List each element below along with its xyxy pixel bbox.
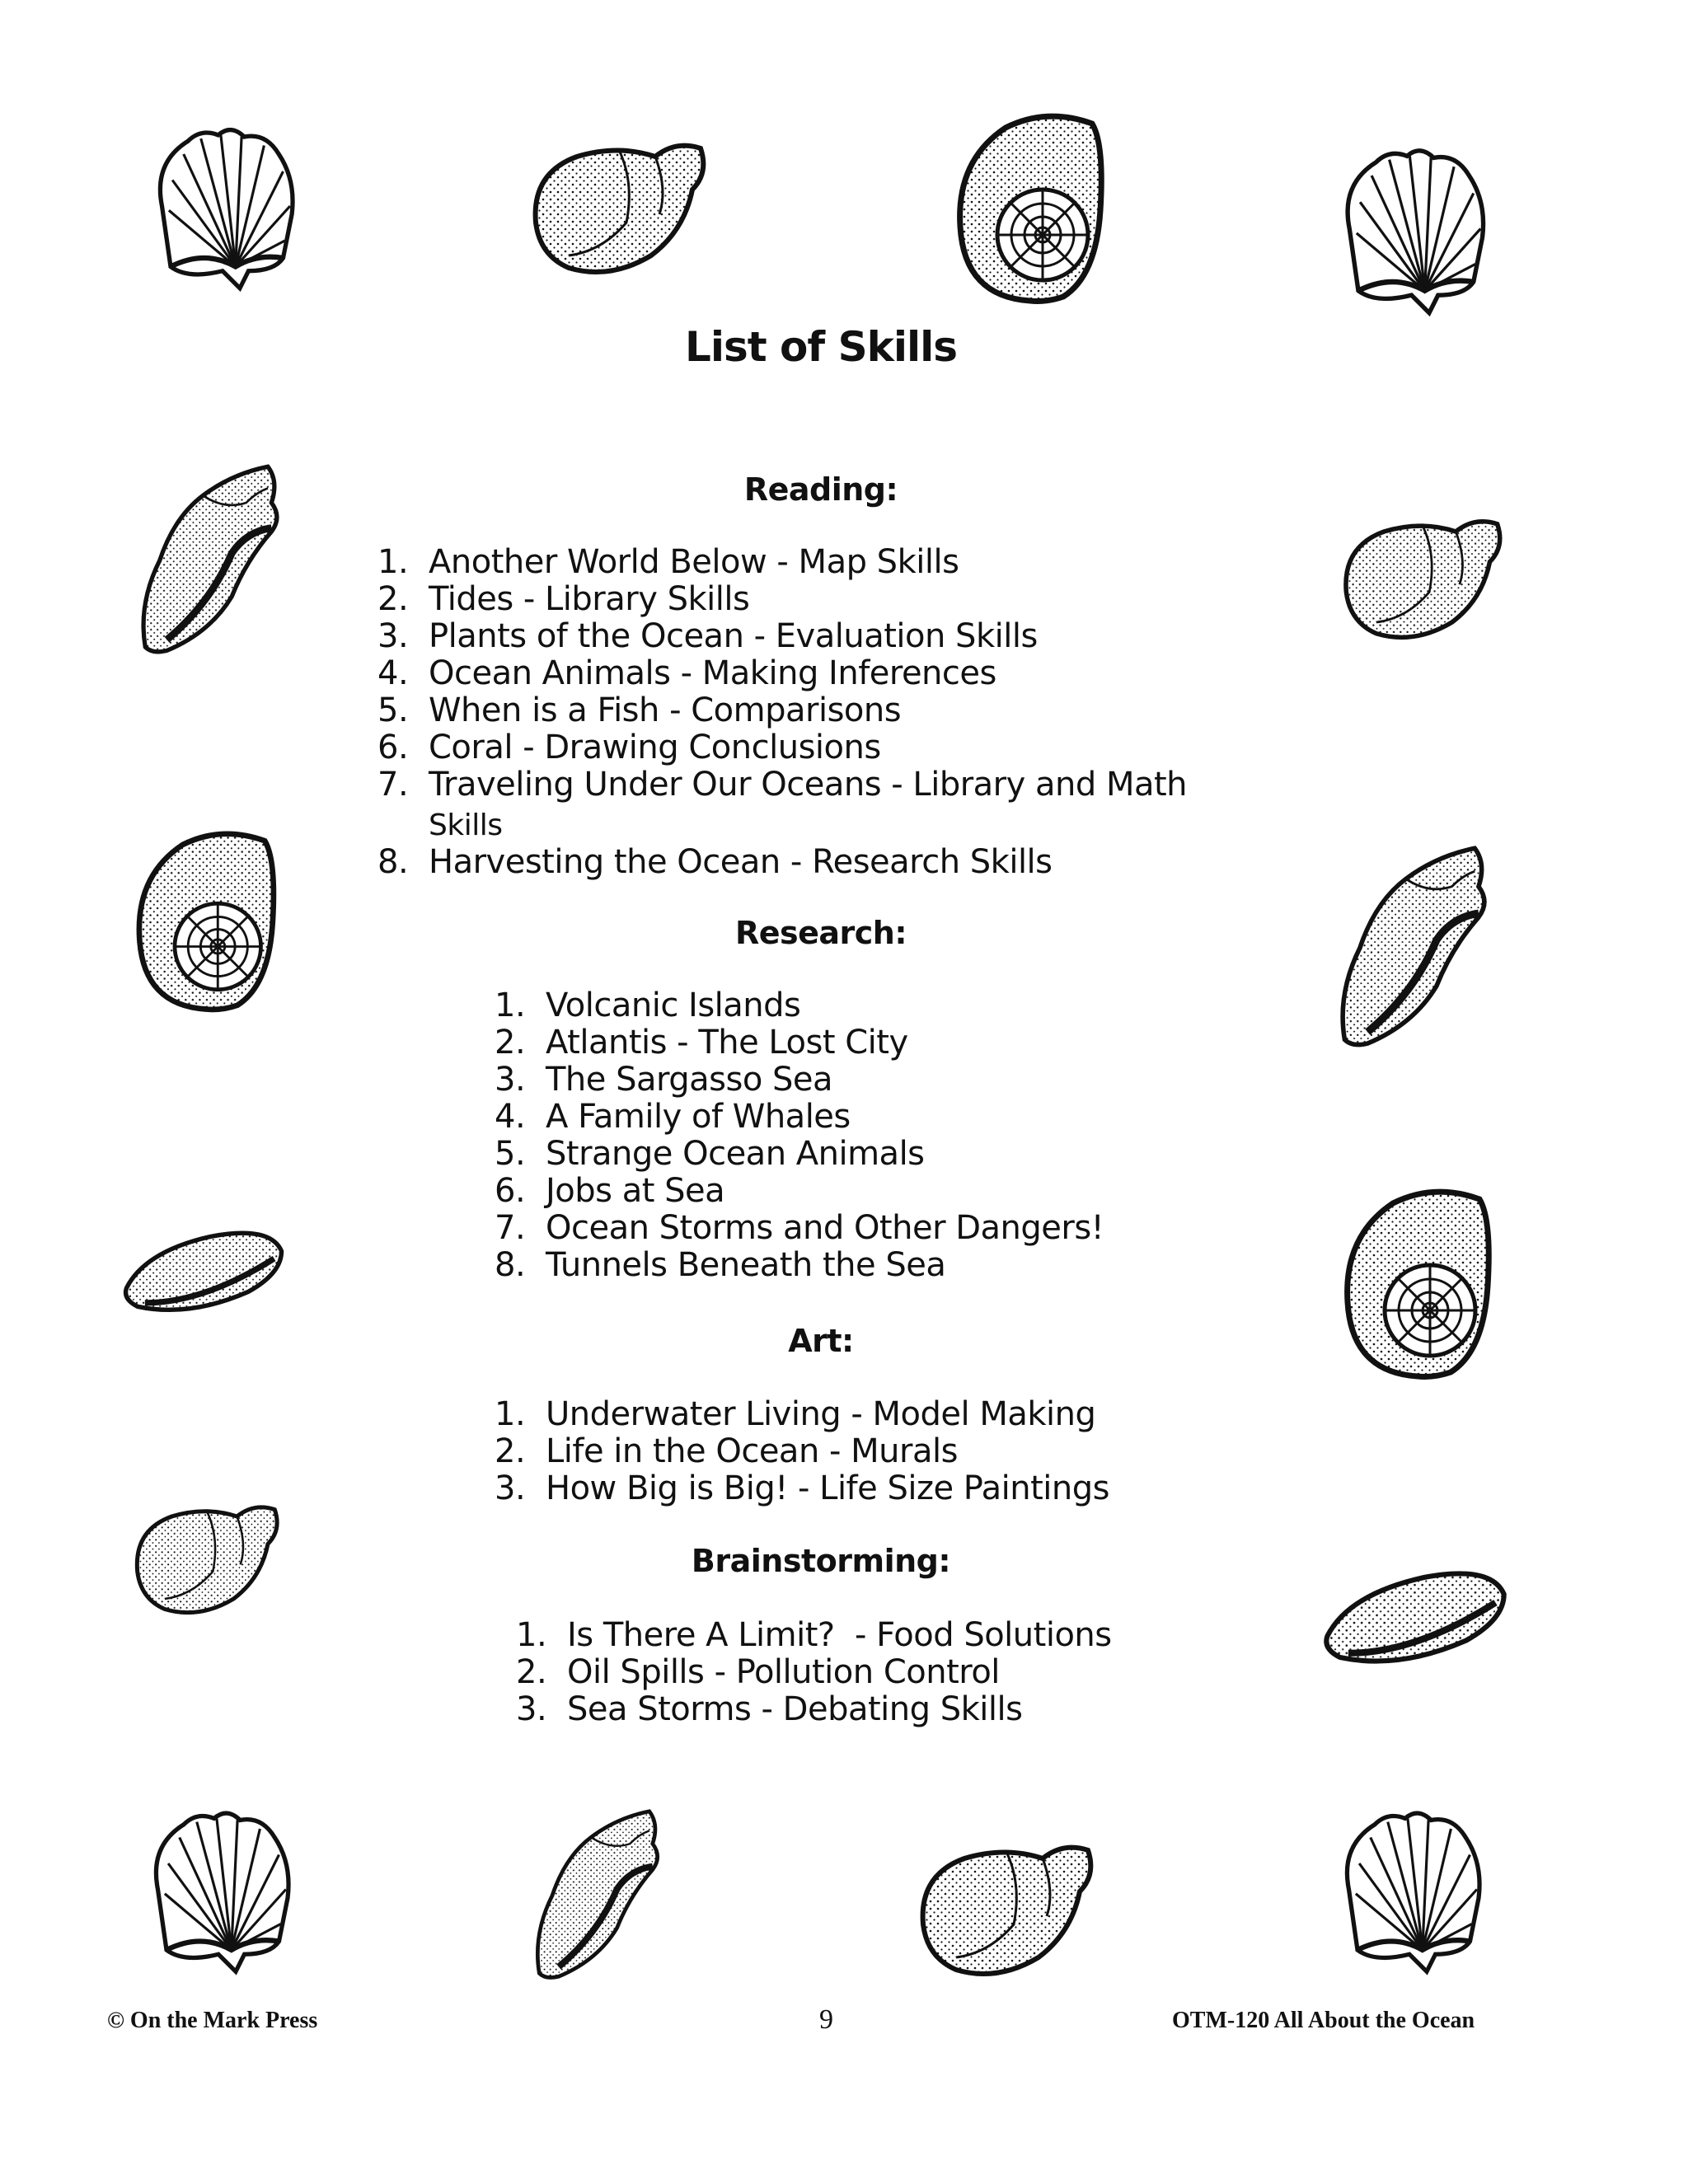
conch-shell-icon (474, 1805, 721, 1986)
scallop-shell-icon (1323, 1797, 1496, 1982)
art-list (495, 1395, 1109, 1507)
list-item: 1. Underwater Living - Model Making (495, 1395, 1096, 1433)
list-item: 7. Traveling Under Our Oceans - Library and Math Skills (377, 766, 1188, 842)
footer-copyright: © On the Mark Press (107, 2008, 318, 2033)
list-item: 3. Plants of the Ocean - Evaluation Skills (377, 617, 1038, 655)
brainstorming-list (516, 1616, 1112, 1728)
list-item: 2. Atlantis - The Lost City (495, 1024, 908, 1062)
scallop-shell-icon (1323, 136, 1500, 321)
scallop-shell-icon (132, 1797, 305, 1982)
list-item: 8. Harvesting the Ocean - Research Skills (377, 843, 1053, 881)
research-list (495, 987, 1104, 1284)
list-item: 2. Life in the Ocean - Murals (495, 1432, 958, 1470)
list-item: 5. When is a Fish - Comparisons (377, 691, 902, 729)
nautilus-shell-icon (948, 111, 1113, 309)
scallop-shell-icon (136, 111, 309, 301)
reading-list (377, 543, 1302, 881)
list-item: 2. Tides - Library Skills (377, 580, 750, 618)
list-item: 6. Jobs at Sea (495, 1172, 725, 1210)
page-title: List of Skills (684, 323, 958, 371)
list-item: 3. The Sargasso Sea (495, 1061, 833, 1099)
list-item: 8. Tunnels Beneath the Sea (495, 1246, 946, 1284)
list-item: 6. Coral - Drawing Conclusions (377, 729, 881, 766)
list-item: 3. Sea Storms - Debating Skills (516, 1690, 1023, 1728)
list-item: 1. Another World Below - Map Skills (377, 543, 959, 581)
list-item: 4. Ocean Animals - Making Inferences (377, 654, 996, 692)
list-item: 3. How Big is Big! - Life Size Paintings (495, 1469, 1109, 1507)
list-item: 2. Oil Spills - Pollution Control (516, 1653, 1000, 1691)
page-number: 9 (819, 2004, 833, 2035)
section-heading-art: Art: (788, 1323, 854, 1359)
whelk-shell-icon (511, 124, 725, 288)
section-heading-brainstorming: Brainstorming: (691, 1543, 951, 1579)
whelk-shell-icon (898, 1825, 1113, 1990)
list-item: 1. Is There A Limit? - Food Solutions (516, 1616, 1112, 1654)
list-item: 4. A Family of Whales (495, 1098, 851, 1136)
list-item: 1. Volcanic Islands (495, 987, 801, 1024)
section-heading-reading: Reading: (743, 471, 898, 508)
section-heading-research: Research: (734, 915, 907, 951)
footer-book-title: OTM-120 All About the Ocean (1172, 2008, 1475, 2033)
list-item: 5. Strange Ocean Animals (495, 1135, 925, 1173)
list-item: 7. Ocean Storms and Other Dangers! (495, 1209, 1104, 1247)
